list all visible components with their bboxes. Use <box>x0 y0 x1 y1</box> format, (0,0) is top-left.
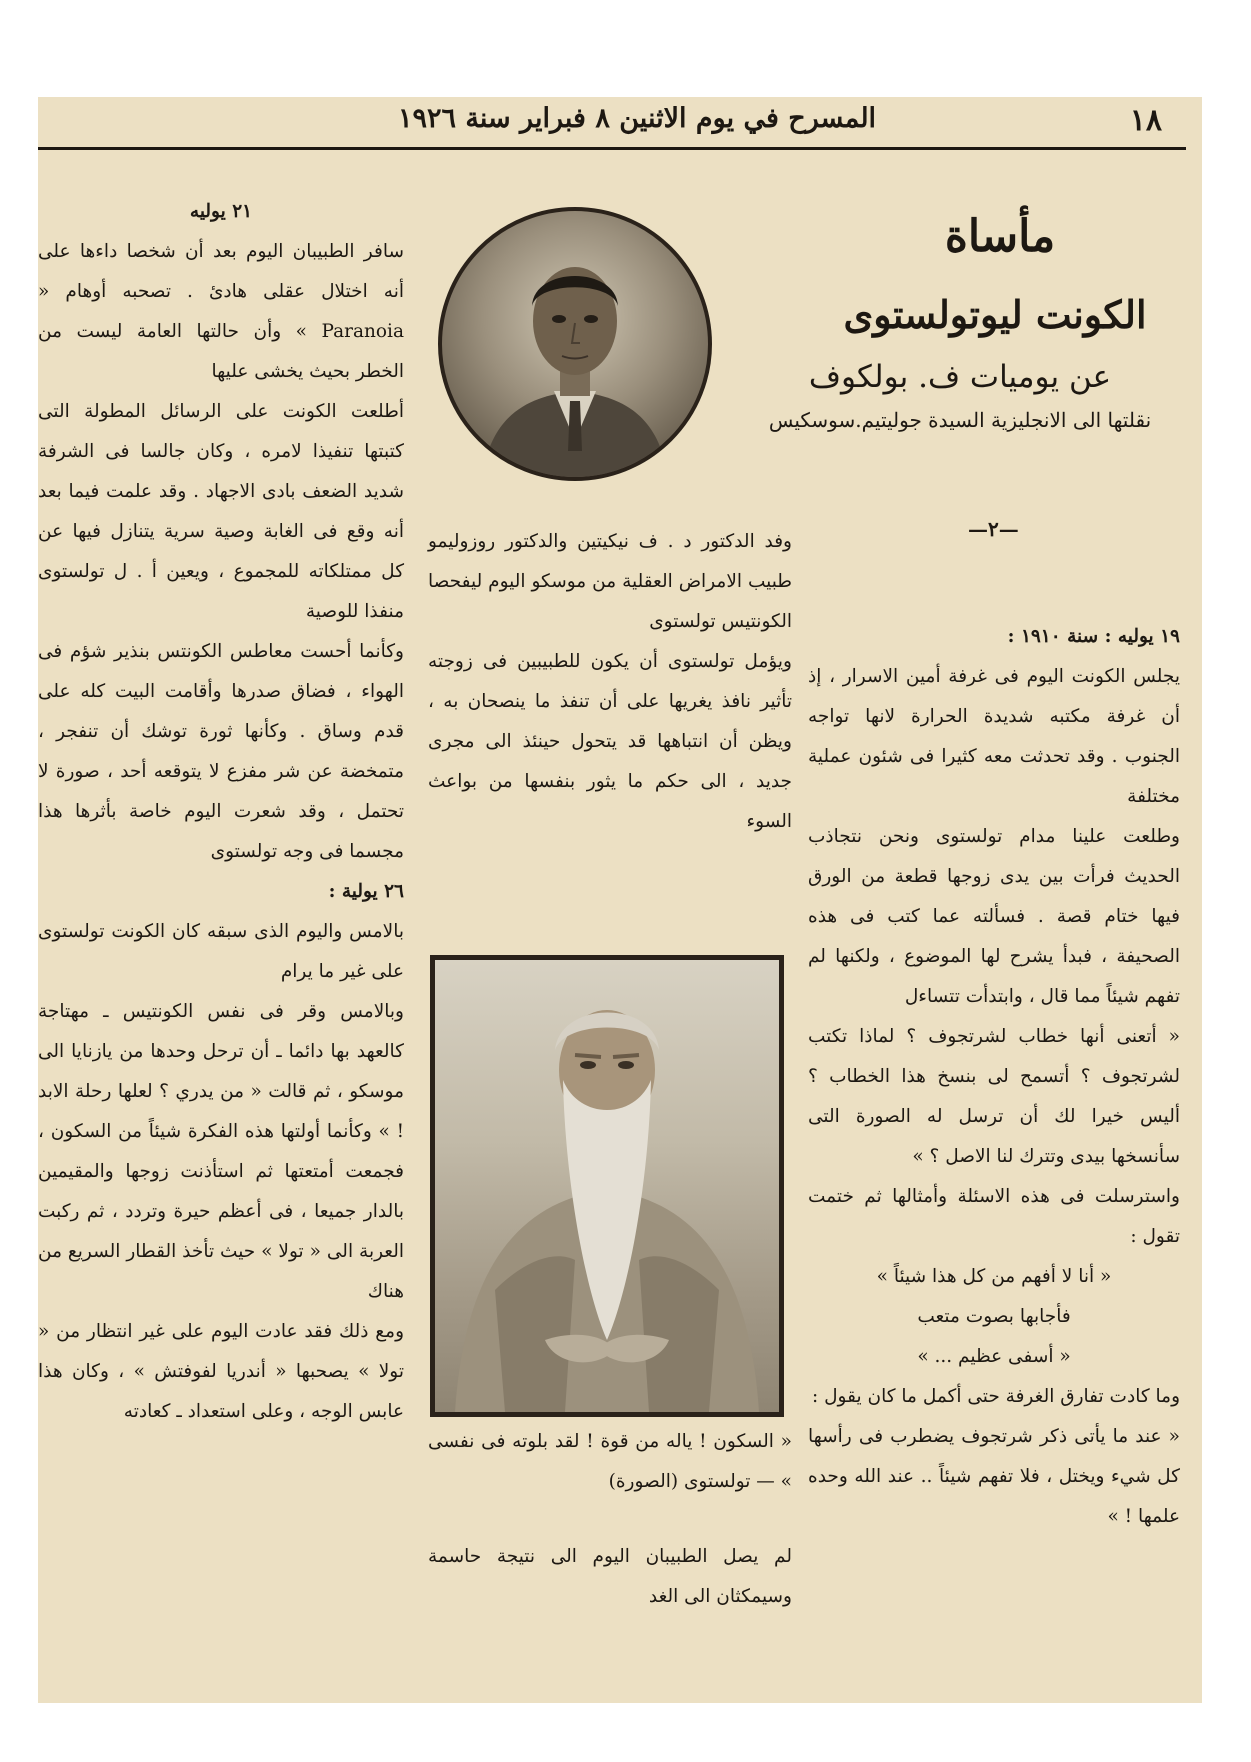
paragraph: ومع ذلك فقد عادت اليوم على غير انتظار من « تولا » يصحبها « أندريا لفوفتش » ، وكان هذا عابس الوجه ، وعلى استعداد ـ كعادته <box>38 1321 404 1422</box>
paragraph: وطلعت علينا مدام تولستوى ونحن نتجاذب الحديث فرأت بين يدى زوجها قطعة من الورق فيها ختام قصة . فسألته عما كتب فى هذه الصحيفة ، فبدأ يشرح لها الموضوع ، ولكنها لم تفهم شيئاً مما قال ، وابتدأت تتساءل <box>808 826 1180 1007</box>
page-number: ١٨ <box>1129 103 1162 138</box>
paragraph: لم يصل الطبيبان اليوم الى نتيجة حاسمة وسيمكثان الى الغد <box>428 1546 792 1607</box>
paragraph: وما كادت تفارق الغرفة حتى أكمل ما كان يقول : <box>811 1386 1180 1407</box>
quote-line: « أنا لا أفهم من كل هذا شيئاً » <box>876 1266 1112 1287</box>
quote-line: « أسفى عظيم ... » <box>917 1346 1071 1367</box>
article-title: مأساة <box>944 211 1056 262</box>
tolstoy-portrait-photo <box>430 955 784 1417</box>
middle-column <box>428 522 792 842</box>
entry-date: ٢٦ يولية : <box>328 881 404 902</box>
entry-date: ٢١ يوليه <box>189 201 253 222</box>
header-rule <box>38 147 1186 150</box>
left-column <box>38 192 404 1432</box>
section-marker: —٢— <box>968 517 1019 541</box>
photo-caption: « السكون ! ياله من قوة ! لقد بلوته فى نفسى » — تولستوى (الصورة) <box>428 1431 792 1492</box>
paragraph: « أتعنى أنها خطاب لشرتجوف ؟ لماذا تكتب لشرتجوف ؟ أتسمح لى بنسخ هذا الخطاب ؟ أليس خيرا لك أن ترسل له الصورة التى سأنسخها بيدى وتترك لنا الاصل ؟ » <box>808 1026 1180 1167</box>
paragraph: أطلعت الكونت على الرسائل المطولة التى كتبتها تنفيذا لامره ، وكان جالسا فى الشرفة شديد الضعف بادى الاجهاد . وقد علمت فيما بعد أنه وقع فى الغابة وصية سرية يتنازل فيها عن كل ممتلكاته للمجموع ، ويعين أ . ل تولستوى منفذا للوصية <box>38 401 404 622</box>
article-subject: الكونت ليوتولستوى <box>843 292 1147 337</box>
paragraph: سافر الطبيبان اليوم بعد أن شخصا داءها على أنه اختلال عقلى هادئ . تصحبه أوهام « Paranoia » وأن حالتها العامة ليست من الخطر بحيث يخشى عليها <box>38 241 404 382</box>
man-portrait-icon <box>442 211 708 477</box>
circular-portrait-photo <box>438 207 712 481</box>
paragraph: وكأنما أحست معاطس الكونتس بنذير شؤم فى الهواء ، فضاق صدرها وأقامت البيت كله على قدم وساق . وكأنها ثورة توشك أن تنفجر ، متمخضة عن شر مفزع لا يتوقعه أحد ، صورة لا تحتمل ، وقد شعرت اليوم خاصة بأثرها هذا مجسما فى وجه تولستوى <box>38 641 404 862</box>
entry-date: ١٩ يوليه : سنة ١٩١٠ : <box>1007 626 1180 647</box>
paragraph: وبالامس وقر فى نفس الكونتيس ـ مهتاجة كالعهد بها دائما ـ أن ترحل وحدها من يازنايا الى موسكو ، ثم قالت « من يدري ؟ لعلها رحلة الابد ! » وكأنما أولتها هذه الفكرة شيئاً من السكون ، فجمعت أمتعتها ثم استأذنت زوجها والمقيمين بالدار جميعا ، فى أعظم حيرة وتردد ، ثم ركبت العربة الى « تولا » حيث تأخذ القطار السريع من هناك <box>38 1001 404 1302</box>
article-title-block <box>738 205 1182 437</box>
quote-line: فأجابها بصوت متعب <box>917 1306 1071 1327</box>
article-translator: نقلتها الى الانجليزية السيدة جوليتيم.سوسكيس <box>768 408 1152 432</box>
bearded-man-portrait-icon <box>435 960 779 1412</box>
article-source: عن يوميات ف. بولكوف <box>808 359 1112 395</box>
newspaper-page <box>38 97 1202 1703</box>
paragraph: وفد الدكتور د . ف نيكيتين والدكتور روزوليمو طبيب الامراض العقلية من موسكو اليوم ليفحصا الكونتيس تولستوى <box>428 531 792 632</box>
paragraph: « عند ما يأتى ذكر شرتجوف يضطرب فى رأسها كل شيء ويختل ، فلا تفهم شيئاً .. عند الله وحده علمها ! » <box>808 1426 1180 1527</box>
paragraph: بالامس واليوم الذى سبقه كان الكونت تولستوى على غير ما يرام <box>38 921 404 982</box>
page-header <box>38 97 1202 153</box>
paragraph: واسترسلت فى هذه الاسئلة وأمثالها ثم ختمت تقول : <box>808 1186 1180 1247</box>
paragraph: ويؤمل تولستوى أن يكون للطبيبين فى زوجته تأثير نافذ يغريها على أن تنفذ ما ينصحان به ، ويظن أن انتباهها قد يتحول حينئذ الى مجرى جديد ، الى حكم ما يثور بنفسها من بواعث السوء <box>428 651 792 832</box>
right-column <box>808 617 1180 1537</box>
running-title: المسرح في يوم الاثنين ٨ فبراير سنة ١٩٢٦ <box>398 103 877 134</box>
paragraph: يجلس الكونت اليوم فى غرفة أمين الاسرار ، إذ أن غرفة مكتبه شديدة الحرارة لانها تواجه الجنوب . وقد تحدثت معه كثيرا فى شئون عملية مختلفة <box>808 666 1180 807</box>
